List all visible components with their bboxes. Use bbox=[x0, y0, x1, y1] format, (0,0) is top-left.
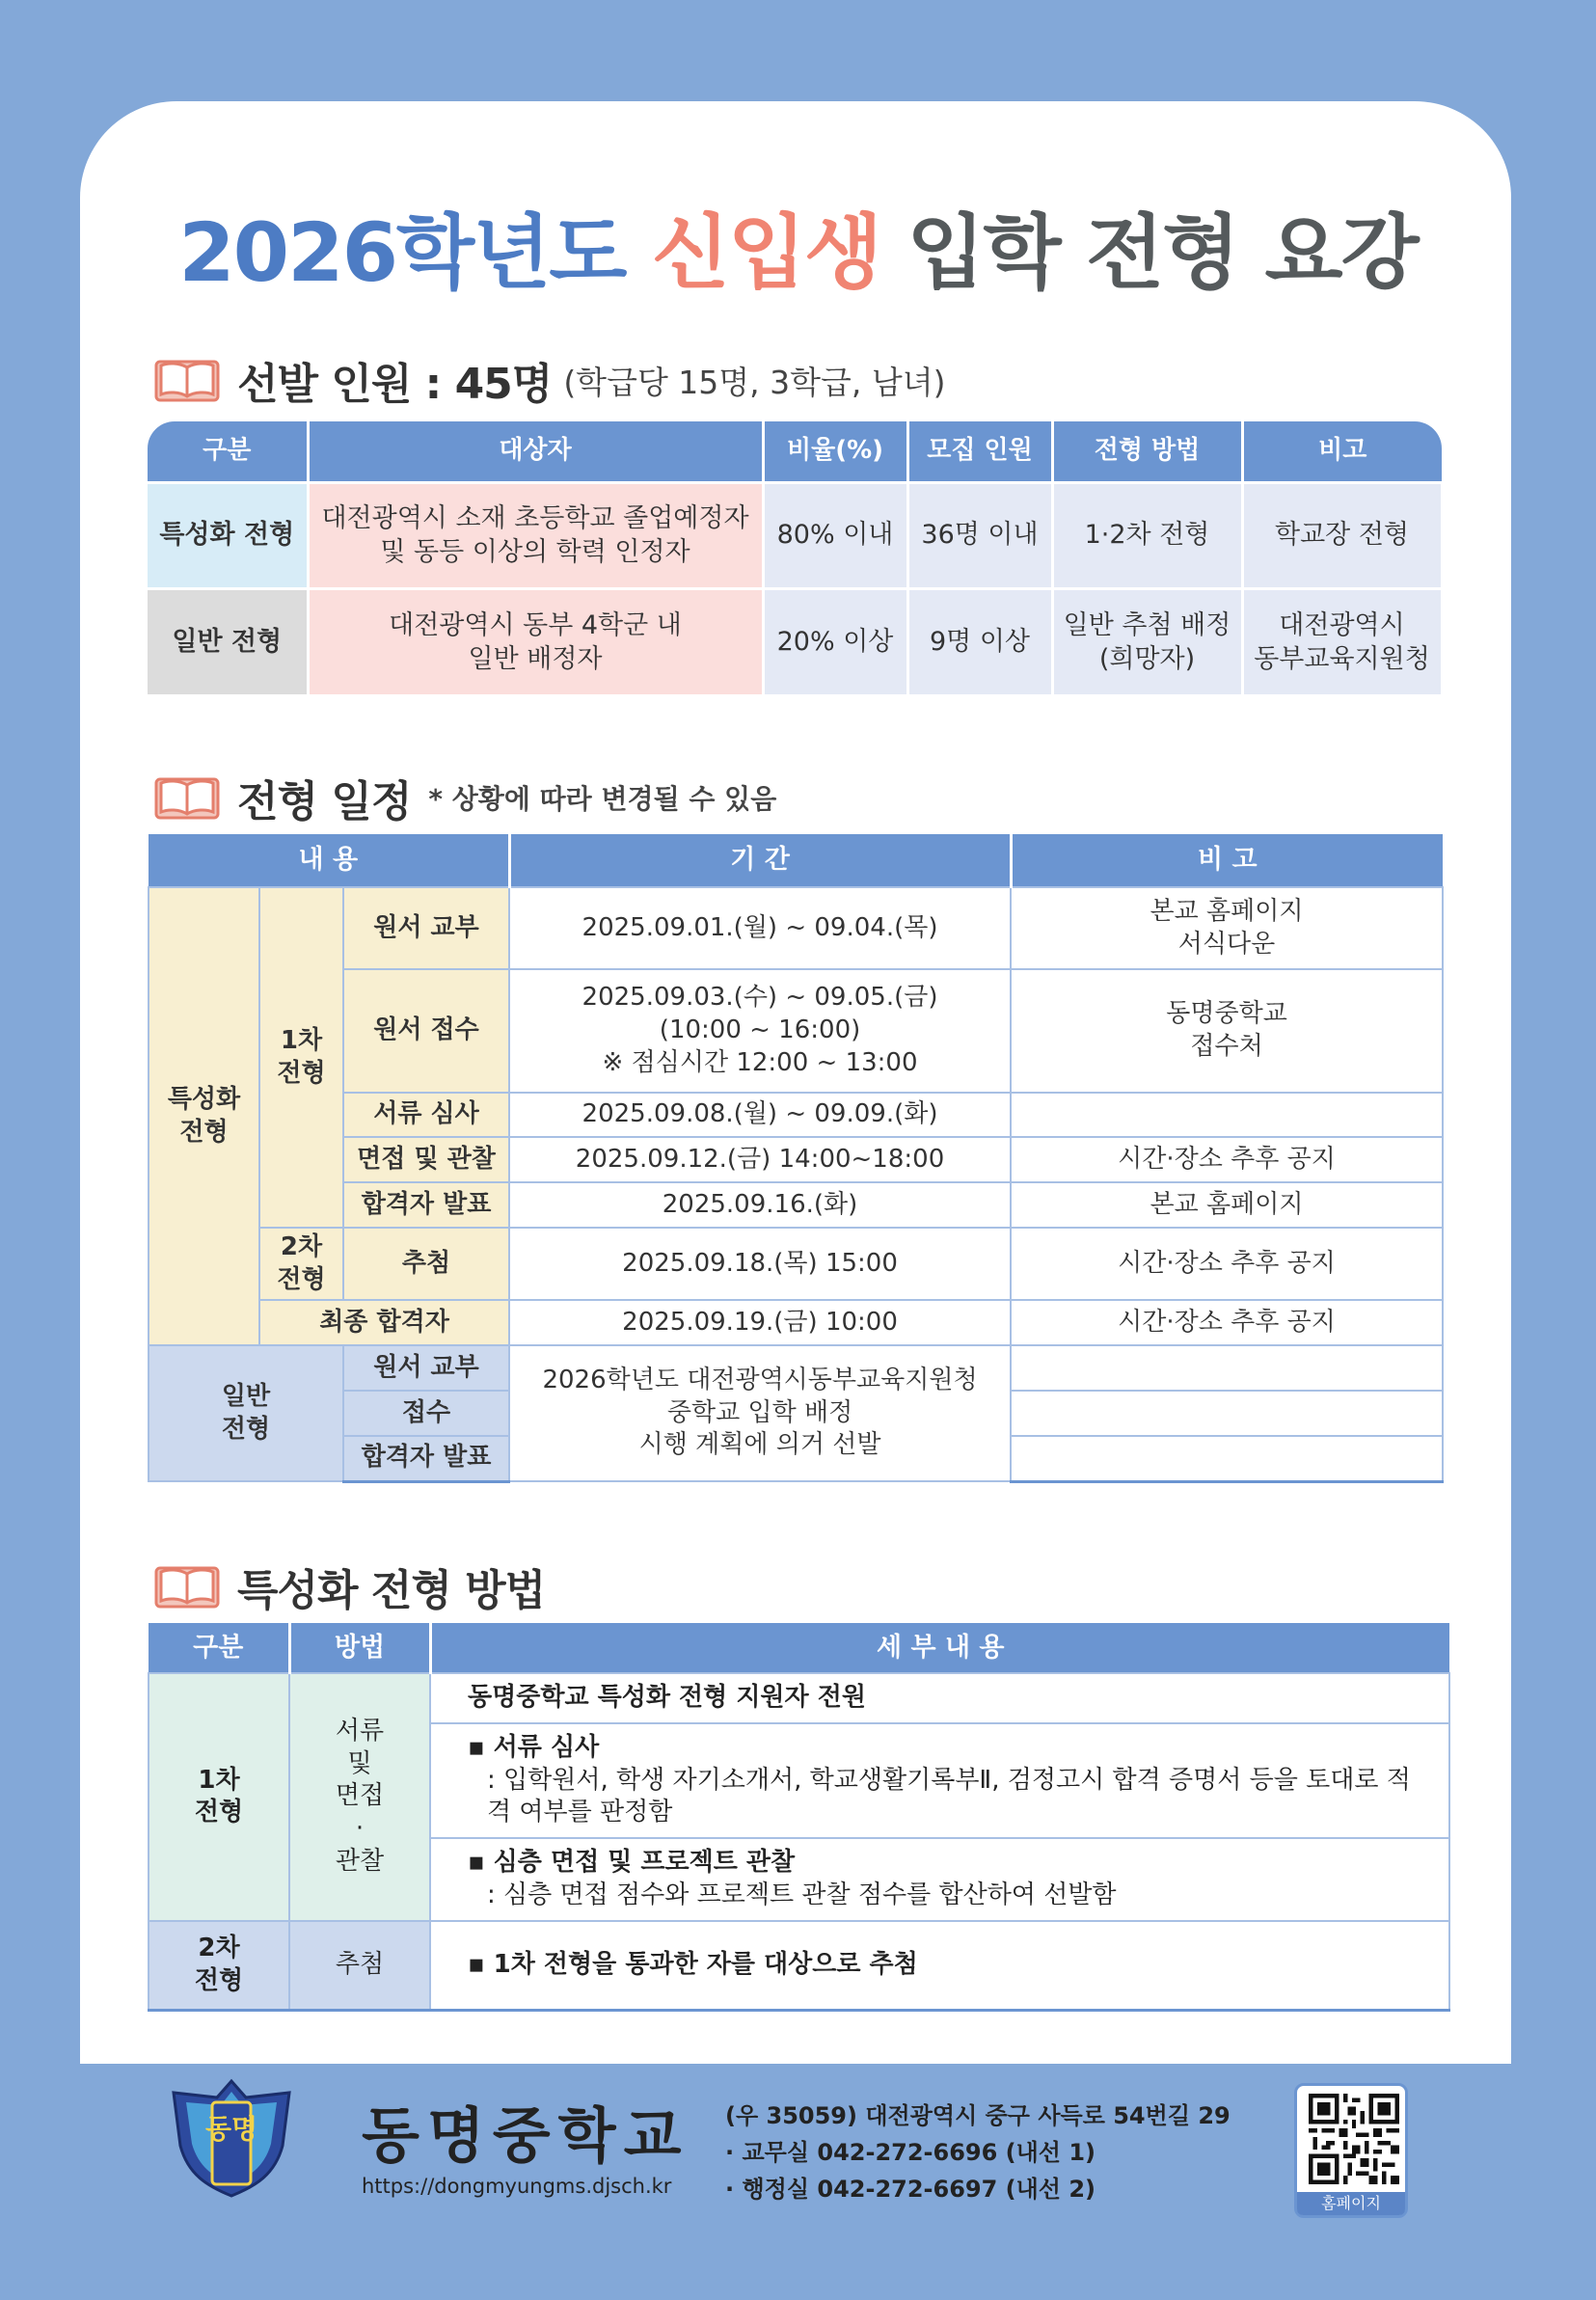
cell-text: 및 동등 이상의 학력 인정자 bbox=[380, 537, 690, 567]
cell-method: 1·2차 전형 bbox=[1052, 482, 1242, 588]
cell-text: 일반 배정자 bbox=[468, 643, 603, 674]
cell-text: 일반 추첨 배정 bbox=[1063, 609, 1231, 640]
col-header: 대상자 bbox=[308, 421, 763, 482]
table-row bbox=[149, 1673, 1449, 1723]
cell-target bbox=[308, 588, 763, 694]
section-method-title: 특성화 전형 방법 bbox=[237, 1566, 546, 1615]
title-year: 2026학년도 bbox=[178, 205, 626, 300]
cell-method1: 서류 및 면접 · 관찰 bbox=[289, 1673, 430, 1921]
section-schedule-header bbox=[154, 767, 776, 828]
cell-item: 접수 bbox=[343, 1391, 509, 1436]
cell-type: 특성화 전형 bbox=[148, 482, 308, 588]
cell-text: (희망자) bbox=[1098, 643, 1196, 674]
col-header: 전형 방법 bbox=[1052, 421, 1242, 482]
col-header: 비고 bbox=[1242, 421, 1442, 482]
cell-text: 대전광역시 bbox=[1279, 609, 1405, 640]
table-row bbox=[148, 482, 1442, 588]
table-row bbox=[149, 1093, 1443, 1137]
book-icon bbox=[154, 358, 220, 402]
schedule-table bbox=[148, 834, 1444, 1483]
col-header: 기 간 bbox=[509, 834, 1011, 887]
cell-note: 본교 홈페이지 서식다운 bbox=[1011, 887, 1443, 969]
table-header-row bbox=[149, 834, 1443, 887]
cell-note: 시간·장소 추후 공지 bbox=[1011, 1228, 1443, 1300]
cell-note bbox=[1011, 1436, 1443, 1481]
cell-method bbox=[1052, 588, 1242, 694]
cell-method2: 추첨 bbox=[289, 1921, 430, 2011]
cell-item: 원서 교부 bbox=[343, 887, 509, 969]
cell-note: 시간·장소 추후 공지 bbox=[1011, 1300, 1443, 1345]
qr-code[interactable] bbox=[1294, 2083, 1408, 2218]
cell-text: 대전광역시 동부 4학군 내 bbox=[389, 609, 682, 640]
cell-item: 면접 및 관찰 bbox=[343, 1137, 509, 1182]
section-schedule-title: 전형 일정 bbox=[237, 777, 412, 826]
cell-note bbox=[1011, 1093, 1443, 1137]
cell-general: 일반 전형 bbox=[149, 1345, 343, 1481]
emblem-text: 동명 bbox=[204, 2113, 258, 2145]
cell-count: 36명 이내 bbox=[907, 482, 1052, 588]
contact-info bbox=[725, 2097, 1231, 2207]
cell-note bbox=[1242, 588, 1442, 694]
col-header: 구분 bbox=[148, 421, 308, 482]
table-row bbox=[148, 588, 1442, 694]
method-table bbox=[148, 1623, 1450, 2012]
table-row bbox=[149, 1137, 1443, 1182]
table-row bbox=[149, 887, 1443, 969]
office1-text: · 교무실 042-272-6696 (내선 1) bbox=[725, 2139, 1096, 2166]
school-url-link[interactable]: https://dongmyungms.djsch.kr bbox=[362, 2175, 672, 2198]
cell-type: 일반 전형 bbox=[148, 588, 308, 694]
table-header-row bbox=[148, 421, 1442, 482]
detail-text: 동명중학교 특성화 전형 지원자 전원 bbox=[468, 1683, 866, 1712]
cell-note: 학교장 전형 bbox=[1242, 482, 1442, 588]
address-text: (우 35059) 대전광역시 중구 사득로 54번길 29 bbox=[725, 2102, 1231, 2129]
col-header: 비 고 bbox=[1011, 834, 1443, 887]
cell-stage2: 2차 전형 bbox=[259, 1228, 343, 1300]
school-emblem-icon bbox=[169, 2078, 294, 2199]
detail-body: : 심층 면접 점수와 프로젝트 관찰 점수를 합산하여 선발함 bbox=[487, 1880, 1117, 1909]
cell-period: 2025.09.16.(화) bbox=[509, 1182, 1011, 1228]
table-row bbox=[149, 969, 1443, 1093]
cell-special: 특성화 전형 bbox=[149, 887, 259, 1345]
school-name: 동명중학교 bbox=[362, 2100, 690, 2171]
cell-stage2: 2차 전형 bbox=[149, 1921, 289, 2011]
section-method-header bbox=[154, 1556, 545, 1617]
page-title bbox=[0, 188, 1596, 305]
section-quota-title: 선발 인원 : 45명 bbox=[237, 360, 553, 409]
cell-item: 합격자 발표 bbox=[343, 1436, 509, 1481]
cell-final: 최종 합격자 bbox=[259, 1300, 509, 1345]
cell-note: 시간·장소 추후 공지 bbox=[1011, 1137, 1443, 1182]
office2-text: · 행정실 042-272-6697 (내선 2) bbox=[725, 2176, 1096, 2203]
cell-detail bbox=[430, 1723, 1449, 1838]
cell-item: 원서 접수 bbox=[343, 969, 509, 1093]
table-row bbox=[149, 1228, 1443, 1300]
section-quota-header bbox=[154, 349, 946, 411]
cell-text: 동부교육지원청 bbox=[1254, 643, 1430, 674]
cell-period: 2025.09.18.(목) 15:00 bbox=[509, 1228, 1011, 1300]
cell-note bbox=[1011, 1345, 1443, 1391]
table-header-row bbox=[149, 1623, 1449, 1673]
col-header: 방법 bbox=[289, 1623, 430, 1673]
cell-item: 추첨 bbox=[343, 1228, 509, 1300]
cell-detail bbox=[430, 1921, 1449, 2011]
col-header: 비율(%) bbox=[763, 421, 907, 482]
cell-ratio: 20% 이상 bbox=[763, 588, 907, 694]
table-row bbox=[149, 1182, 1443, 1228]
cell-ratio: 80% 이내 bbox=[763, 482, 907, 588]
table-row bbox=[149, 1921, 1449, 2011]
section-quota-subtitle: (학급당 15명, 3학급, 남녀) bbox=[563, 363, 946, 401]
cell-period: 2025.09.12.(금) 14:00~18:00 bbox=[509, 1137, 1011, 1182]
detail-text: ▪ 1차 전형을 통과한 자를 대상으로 추첨 bbox=[468, 1950, 918, 1980]
cell-period: 2025.09.01.(월) ~ 09.04.(목) bbox=[509, 887, 1011, 969]
cell-item: 합격자 발표 bbox=[343, 1182, 509, 1228]
cell-period: 2025.09.03.(수) ~ 09.05.(금) (10:00 ~ 16:00) ※ 점심시간 12:00 ~ 13:00 bbox=[509, 969, 1011, 1093]
cell-item: 서류 심사 bbox=[343, 1093, 509, 1137]
cell-item: 원서 교부 bbox=[343, 1345, 509, 1391]
col-header: 모집 인원 bbox=[907, 421, 1052, 482]
cell-stage1: 1차 전형 bbox=[259, 887, 343, 1228]
cell-general-period: 2026학년도 대전광역시동부교육지원청 중학교 입학 배정 시행 계획에 의거 선발 bbox=[509, 1345, 1011, 1481]
title-new: 신입생 bbox=[651, 205, 881, 300]
book-icon bbox=[154, 775, 220, 820]
col-header: 내 용 bbox=[149, 834, 509, 887]
detail-body: : 입학원서, 학생 자기소개서, 학교생활기록부Ⅱ, 검정고시 합격 증명서 등을 토대로 적격 여부를 판정함 bbox=[487, 1765, 1411, 1827]
col-header: 구분 bbox=[149, 1623, 289, 1673]
cell-text: 대전광역시 소재 초등학교 졸업예정자 bbox=[321, 502, 749, 533]
cell-stage1: 1차 전형 bbox=[149, 1673, 289, 1921]
qr-code-icon bbox=[1309, 2094, 1399, 2184]
table-row bbox=[149, 1345, 1443, 1391]
book-icon bbox=[154, 1564, 220, 1609]
detail-lead: ▪ 서류 심사 bbox=[468, 1732, 600, 1762]
cell-period: 2025.09.08.(월) ~ 09.09.(화) bbox=[509, 1093, 1011, 1137]
cell-note: 본교 홈페이지 bbox=[1011, 1182, 1443, 1228]
cell-target bbox=[308, 482, 763, 588]
cell-period: 2025.09.19.(금) 10:00 bbox=[509, 1300, 1011, 1345]
cell-count: 9명 이상 bbox=[907, 588, 1052, 694]
quota-table bbox=[148, 421, 1444, 694]
section-schedule-note: * 상황에 따라 변경될 수 있음 bbox=[428, 783, 777, 815]
cell-note bbox=[1011, 1391, 1443, 1436]
cell-detail bbox=[430, 1673, 1449, 1723]
title-rest: 입학 전형 요강 bbox=[906, 205, 1418, 300]
col-header: 세 부 내 용 bbox=[430, 1623, 1449, 1673]
detail-lead: ▪ 심층 면접 및 프로젝트 관찰 bbox=[468, 1848, 796, 1878]
cell-detail bbox=[430, 1838, 1449, 1921]
cell-note: 동명중학교 접수처 bbox=[1011, 969, 1443, 1093]
table-row bbox=[149, 1300, 1443, 1345]
qr-label: 홈페이지 bbox=[1297, 2192, 1405, 2215]
